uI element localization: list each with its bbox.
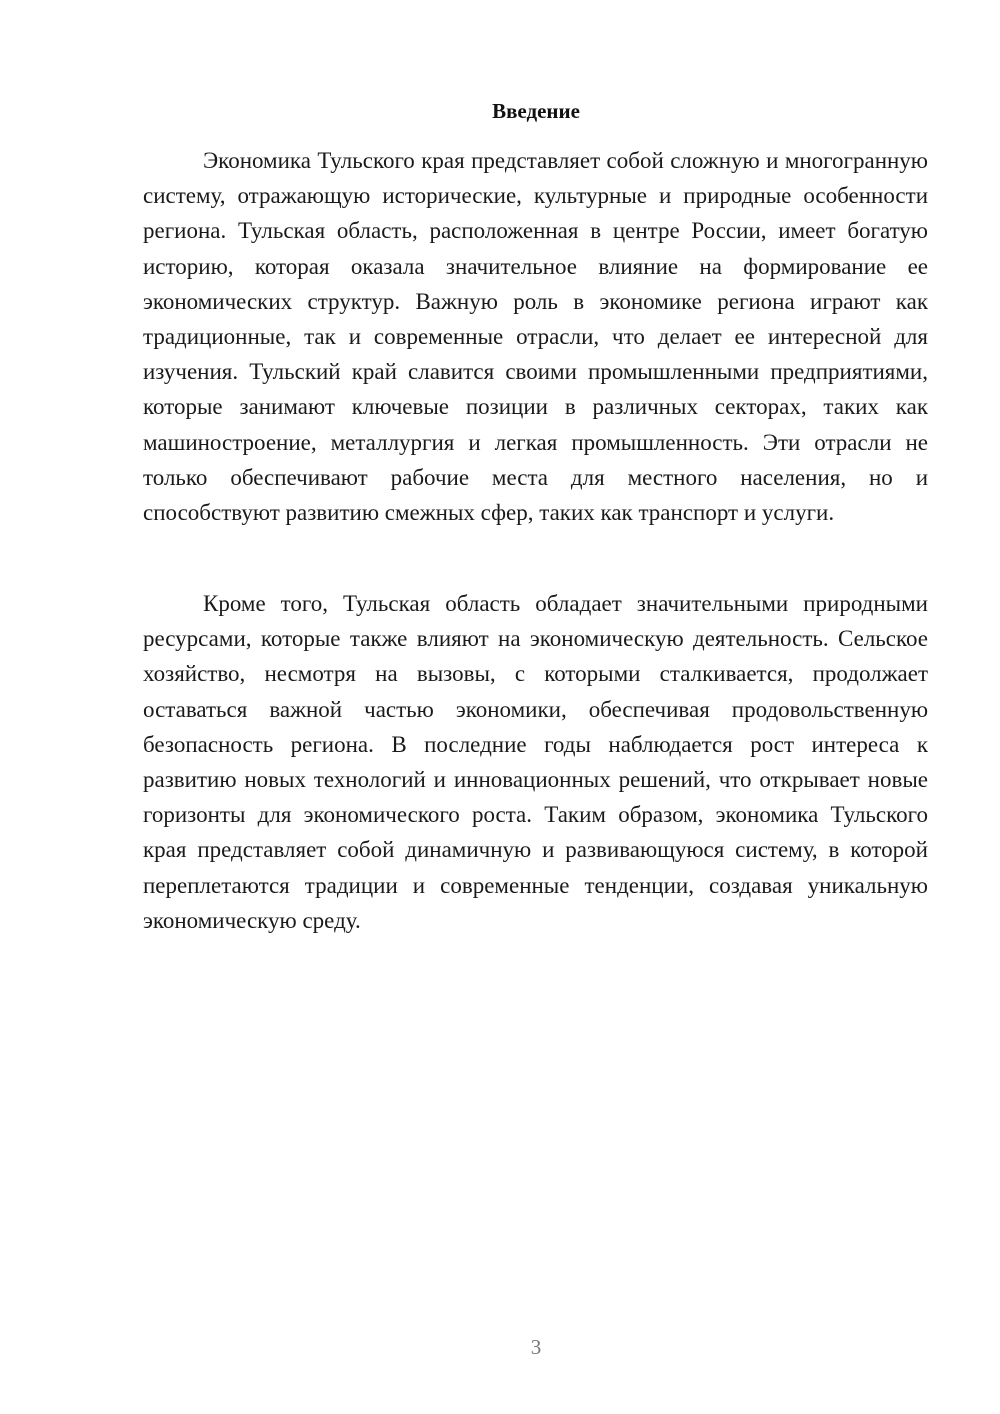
page-number: 3: [530, 1335, 542, 1359]
body-paragraph-1: Экономика Тульского края представляет собой сложную и многогранную систему, отражающую исторические, культурные и природные особенности региона. Тульская область, расположенная в центре России, имеет богатую историю, которая оказала значительное влияние на формирование ее экономических структур. Важную роль в экономике региона играют как традиционные, так и современные отрасли, что делает ее интересной для изучения. Тульский край славится своими промышленными предприятиями, которые занимают ключевые позиции в различных секторах, таких как машиностроение, металлургия и легкая промышленность. Эти отрасли не только обеспечивают рабочие места для местного населения, но и способствуют развитию смежных сфер, таких как транспорт и услуги.: [143, 148, 928, 526]
body-paragraph-2: Кроме того, Тульская область обладает значительными природными ресурсами, которые также влияют на экономическую деятельность. Сельское хозяйство, несмотря на вызовы, с которыми сталкивается, продолжает оставаться важной частью экономики, обеспечивая продовольственную безопасность региона. В последние годы наблюдается рост интереса к развитию новых технологий и инновационных решений, что открывает новые горизонты для экономического роста. Таким образом, экономика Тульского края представляет собой динамичную и развивающуюся систему, в которой переплетаются традиции и современные тенденции, создавая уникальную экономическую среду.: [143, 591, 928, 933]
page-heading: Введение: [492, 99, 580, 123]
